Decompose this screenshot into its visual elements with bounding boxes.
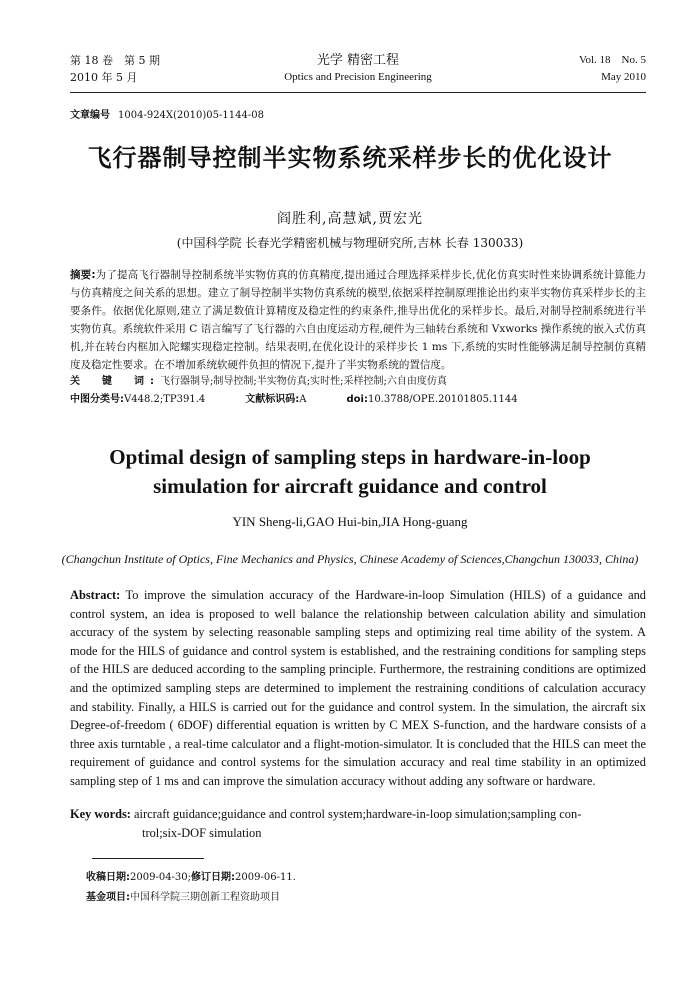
- footnote-dates: [86, 868, 296, 888]
- doi-value: 10.3788/OPE.20101805.1144: [367, 394, 518, 405]
- header-rule: [70, 92, 646, 93]
- revised-label: 修订日期:: [191, 872, 236, 883]
- footnote-rule: [92, 858, 204, 859]
- keywords-en-line1: aircraft guidance;guidance and control system;hardware-in-loop simulation;sampling con-: [134, 807, 582, 821]
- header-right: [579, 52, 646, 86]
- abstract-cn: [70, 266, 646, 374]
- fund-label: 基金项目:: [86, 892, 130, 903]
- title-en-line1: Optimal design of sampling steps in hardware-in-loop: [109, 445, 591, 469]
- keywords-en: [70, 805, 646, 842]
- vol-issue-cn: 第 18 卷 第 5 期: [70, 54, 160, 67]
- abstract-en-text: To improve the simulation accuracy of the Hardware-in-loop Simulation (HILS) of a guidance and control system, an idea is proposed to well balance the relationship between calculation ability and simulation accuracy of the system by selecting reasonable sampling steps and optimizing real time ability of the system. A mode for the HILS of guidance and control system is established, and the restraining conditions for sampling steps of the HILS are deduced according to the sampling principle. Furthermore, the restraining conditions are optimized and the optimized sampling steps are determined to implement the restraining conditions of calculation accuracy and stability. Finally, a HILS is carried out for the guidance and control system. In the simulation, the aircraft six Degree-of-freedom ( 6DOF) differential equation is written by C MEX S-function, and the hardware consists of a three axis turntable , a real-time calculator and a flight-motion-simulator. It is concluded that the HILS can meet the requirement of guidance and control systems for the simulation accuracy and real time stability in an optimized sampling step of 1 ms and can improve the simulation accuracy without adding any software or hardware.: [70, 588, 646, 788]
- class-value: V448.2;TP391.4: [124, 394, 206, 405]
- keywords-en-line2: trol;six-DOF simulation: [142, 825, 262, 840]
- journal-name-cn: 光学 精密工程: [316, 53, 400, 68]
- date-cn: 2010 年 5 月: [70, 71, 138, 84]
- title-en-line2: simulation for aircraft guidance and control: [153, 474, 547, 498]
- article-number-label: 文章编号: [70, 110, 110, 121]
- doi-label: doi:: [346, 394, 368, 405]
- authors-en: YIN Sheng-li,GAO Hui-bin,JIA Hong-guang: [232, 514, 468, 529]
- article-number-value: 1004-924X(2010)05-1144-08: [118, 110, 264, 121]
- journal-name-en: Optics and Precision Engineering: [284, 71, 432, 83]
- doc-code-value: A: [299, 394, 307, 405]
- classification-line: [70, 392, 646, 408]
- title-en: [0, 443, 700, 501]
- authors-cn: 阎胜利,高慧斌,贾宏光: [277, 211, 423, 227]
- keywords-cn-text: 飞行器制导;制导控制;半实物仿真;实时性;采样控制;六自由度仿真: [160, 376, 447, 387]
- header-center: [70, 52, 646, 86]
- date-en: May 2010: [601, 71, 646, 83]
- keywords-cn: [70, 374, 646, 390]
- keywords-en-label: Key words:: [70, 807, 131, 821]
- received-value: 2009-04-30;: [130, 872, 192, 883]
- doc-code-label: 文献标识码:: [245, 394, 300, 405]
- keywords-cn-label: 关 键 词:: [70, 376, 160, 387]
- vol-issue-en: Vol. 18 No. 5: [578, 54, 646, 66]
- revised-value: 2009-06-11.: [235, 872, 296, 883]
- affiliation-cn: (中国科学院 长春光学精密机械与物理研究所,吉林 长春 130033): [176, 236, 524, 250]
- abstract-en: [70, 586, 646, 791]
- article-number: [70, 106, 264, 121]
- received-label: 收稿日期:: [86, 872, 130, 883]
- fund-value: 中国科学院三期创新工程资助项目: [130, 892, 280, 903]
- class-label: 中图分类号:: [70, 394, 124, 405]
- running-header: [70, 52, 646, 88]
- footnote: [86, 868, 296, 908]
- title-cn: 飞行器制导控制半实物系统采样步长的优化设计: [87, 144, 613, 172]
- abstract-en-label: Abstract:: [70, 588, 121, 602]
- affiliation-en: (Changchun Institute of Optics, Fine Mechanics and Physics, Chinese Academy of Sciences,Changchun 130033, China): [61, 552, 639, 566]
- abstract-cn-text: 为了提高飞行器制导控制系统半实物仿真的仿真精度,提出通过合理选择采样步长,优化仿真实时性来协调系统计算能力与仿真精度之间关系的思想。建立了制导控制半实物仿真系统的模型,依据采样控制原理推论出约束半实物仿真采样步长的主要条件。依据优化原则,建立了满足数值计算精度及稳定性的约束条件,推导出优化的采样步长。最后,对制导控制系统进行半实物仿真。系统软件采用 C 语言编写了飞行器的六自由度运动方程,硬件为三轴转台系统和 Vxworks 操作系统的嵌入式仿真机,并在转台内框加入陀螺实现稳定控制。结果表明,在优化设计的采样步长 1 ms 下,系统的实时性能够满足制导控制仿真精度及稳定性要求。在不增加系统软硬件负担的情况下,提升了半实物系统的置信度。: [70, 269, 646, 371]
- footnote-fund: [86, 888, 296, 908]
- abstract-cn-label: 摘要:: [70, 269, 96, 281]
